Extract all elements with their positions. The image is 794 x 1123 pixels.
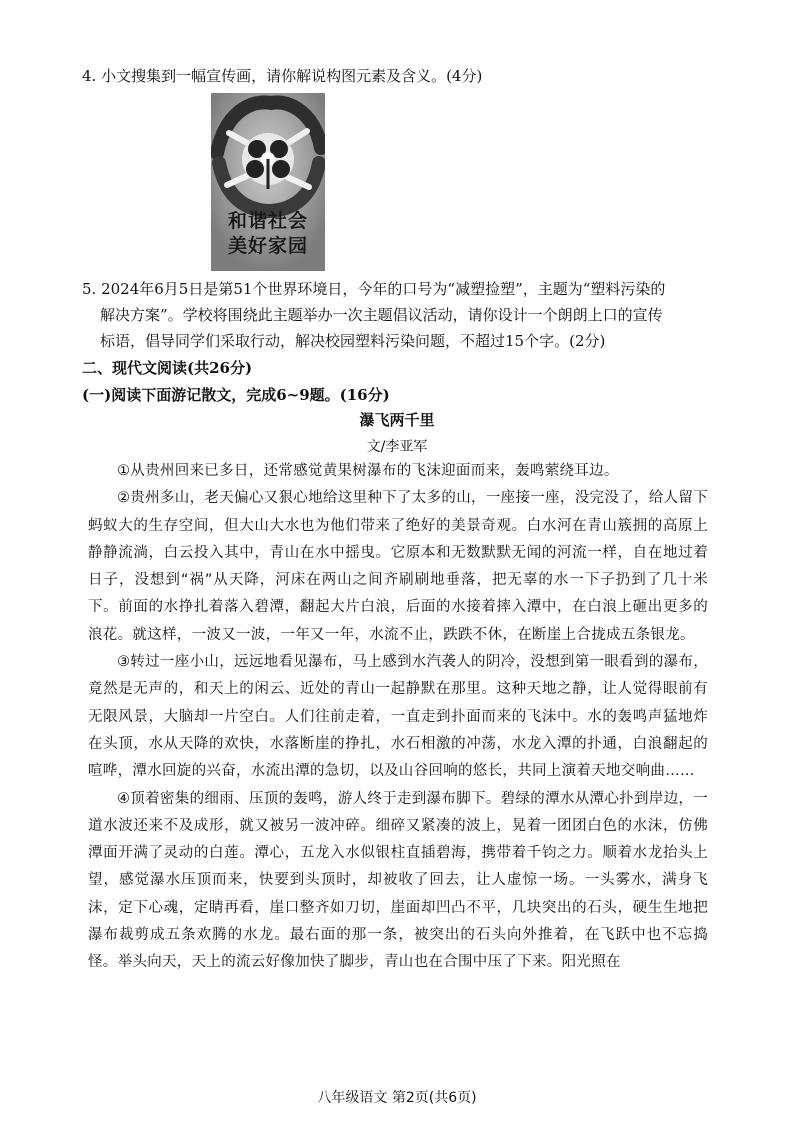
reading-subheading: (一)阅读下面游记散文，完成6~9题。(16分) — [82, 386, 390, 404]
paragraph-2: ②贵州多山，老天偏心又狠心地给这里种下了太多的山，一座接一座，没完没了，给人留下蚂蚁大的生存空间，但大山大水也为他们带来了绝好的美景奇观。白水河在青山簇拥的高原上静静流淌，白云投入其中，青山在水中摇曳。它原本和无数默默无闻的河流一样，自在地过着日子，没想到“祸”从天降，河床在两山之间齐刷刷地垂落，把无辜的水一下子扔到了几十米下。前面的水挣扎着落入碧潭，翻起大片白浪，后面的水接着摔入潭中，在白浪上砸出更多的浪花。就这样，一波又一波，一年又一年，水流不止，跌跌不休，在断崖上合拢成五条银龙。 — [88, 490, 708, 643]
question-5-line2: 解决方案”。学校将围绕此主题举办一次主题倡议活动，请你设计一个朗朗上口的宣传 — [100, 306, 663, 324]
paragraph-3: ③转过一座小山，远远地看见瀑布，马上感到水汽袭人的阴冷，没想到第一眼看到的瀑布，竟然是无声的，和天上的闲云、近处的青山一起静默在那里。这种天地之静，让人觉得眼前有无限风景，大脑却一片空白。人们往前走着，一直走到扑面而来的飞沫中。水的轰鸣声猛地炸在头顶，水从天降的欢快，水落断崖的挣扎，水石相激的冲荡，水龙入潭的扑通，白浪翻起的喧哗，潭水回旋的兴奋，水流出潭的急切，以及山谷回响的悠长，共同上演着天地交响曲…… — [88, 654, 708, 780]
paragraph-4: ④顶着密集的细雨、压顶的轰鸣，游人终于走到瀑布脚下。碧绿的潭水从潭心扑到岸边，一道水波还来不及成形，就又被另一波冲碎。细碎又紧凑的波上，晃着一团团白色的水沫，仿佛潭面开满了灵动的白莲。潭心，五龙入水似银柱直插碧海，携带着千钧之力。顺着水龙抬头上望，感觉瀑水压顶而来，快要到头顶时，却被收了回去，让人虚惊一场。一头雾水，满身飞沫，定下心魂，定睛再看，崖口整齐如刀切，崖面却凹凸不平，几块突出的石头，硬生生地把瀑布裁剪成五条欢腾的水龙。最右面的那一条，被突出的石头向外推着，在飞跃中也不忘捣怪。举头向天，天上的流云好像加快了脚步，青山也在合围中压了下来。阳光照在 — [88, 790, 708, 971]
question-4: 4. 小文搜集到一幅宣传画，请你解说构图元素及含义。(4分) — [82, 67, 483, 85]
page-footer: 八年级语文 第2页(共6页) — [317, 1090, 477, 1106]
poster-caption-line1: 和谐社会 — [227, 210, 308, 232]
essay-body — [88, 458, 708, 977]
essay-title: 瀑飞两千里 — [359, 411, 435, 429]
poster-caption — [211, 209, 325, 259]
poster-caption-line2: 美好家园 — [227, 235, 308, 257]
propaganda-poster — [211, 93, 325, 271]
question-5-line1: 5. 2024年6月5日是第51个世界环境日，今年的口号为“减塑捡塑”，主题为“塑料污染的 — [82, 280, 666, 298]
section-heading: 二、现代文阅读(共26分) — [82, 359, 253, 377]
question-5-line3: 标语，倡导同学们采取行动，解决校园塑料污染问题，不超过15个字。(2分) — [100, 332, 606, 350]
paragraph-1: ①从贵州回来已多日，还常感觉黄果树瀑布的飞沫迎面而来，轰鸣萦绕耳边。 — [117, 463, 619, 479]
essay-author: 文/李亚军 — [366, 439, 428, 455]
